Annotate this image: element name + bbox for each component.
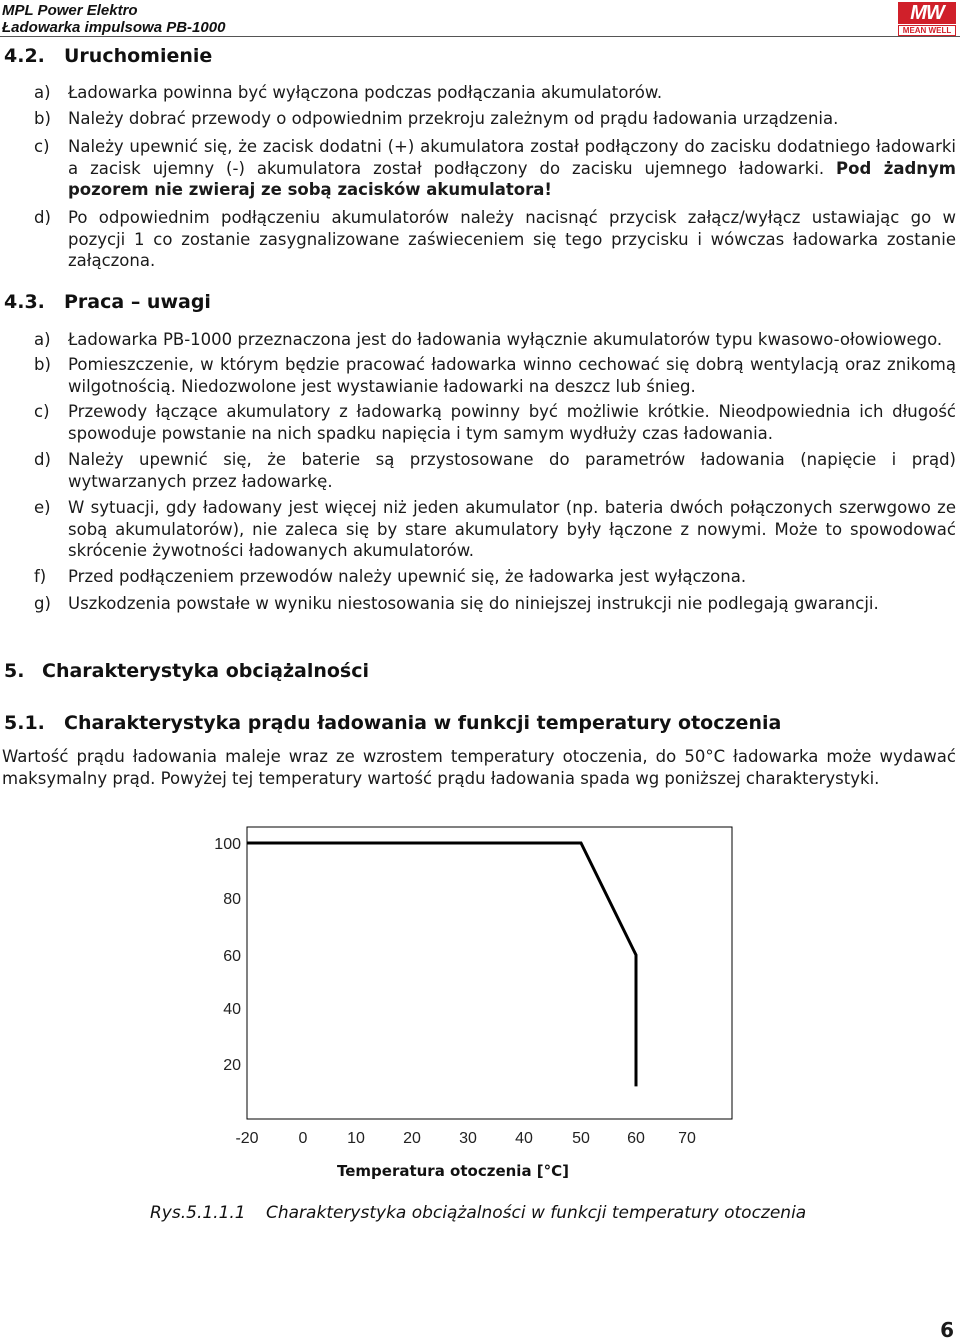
- x-tick-label: 40: [515, 1130, 533, 1147]
- plot-area: [247, 827, 732, 1119]
- section-4-3-heading: [4, 291, 211, 313]
- item-label: c): [34, 402, 50, 421]
- item-text: Ładowarka PB-1000 przeznaczona jest do ładowania wyłącznie akumulatorów typu kwasowo-ołowiowego.: [68, 330, 943, 349]
- item-text: Pomieszczenie, w którym będzie pracować ładowarka winno cechować się dobrą wentylacją oraz znikomą wilgotnością. Niedozwolone jest wystawianie ładowarki na deszcz lub śnieg.: [68, 355, 956, 396]
- section-title: Praca – uwagi: [64, 291, 211, 313]
- y-tick-label: 100: [214, 836, 241, 853]
- x-tick-label: 0: [298, 1130, 308, 1147]
- y-tick-label: 20: [223, 1057, 241, 1074]
- item-text: Przewody łączące akumulatory z ładowarką powinny być możliwie krótkie. Nieodpowiednia ich długość spowoduje powstanie na nich spadku napięcia i tym samym wydłuży czas ładowania.: [68, 402, 956, 443]
- item-label: b): [34, 109, 51, 128]
- company-name: MPL Power Elektro: [2, 2, 138, 19]
- x-axis-label: Temperatura otoczenia [°C]: [336, 1162, 570, 1180]
- item-text: Należy dobrać przewody o odpowiednim przekroju zależnym od prądu ładowania urządzenia.: [68, 109, 839, 128]
- section-5-heading: [4, 660, 369, 682]
- page-header: [0, 0, 960, 40]
- y-tick-label: 40: [223, 1001, 241, 1018]
- item-text: W sytuacji, gdy ładowany jest więcej niż jeden akumulator (np. bateria dwóch połączonych szerwgowo ze sobą akumulatorów), nie zaleca się by stare akumulatory były łączone z nowymi. Może to spowodować skrócenie żywotności ładowanych akumulatorów.: [68, 498, 956, 560]
- y-tick-label: 60: [223, 948, 241, 965]
- figure-caption-label: Rys.5.1.1.1: [150, 1203, 246, 1223]
- list-item: [34, 593, 956, 615]
- item-label: d): [34, 208, 51, 227]
- section-number: 5.1.: [4, 712, 45, 734]
- list-item: [34, 497, 956, 562]
- item-text: Należy upewnić się, że baterie są przystosowane do parametrów ładowania (napięcie i prąd) wytwarzanych przez ładowarkę.: [68, 450, 956, 491]
- mean-well-logo: [898, 2, 956, 36]
- item-text: Przed podłączeniem przewodów należy upewnić się, że ładowarka jest wyłączona.: [68, 567, 747, 586]
- y-tick-label: 80: [223, 891, 241, 908]
- section-title: Charakterystyka prądu ładowania w funkcji temperatury otoczenia: [64, 712, 782, 734]
- x-tick-label: 20: [403, 1130, 421, 1147]
- product-name: Ładowarka impulsowa PB-1000: [2, 19, 226, 36]
- item-text-block: [68, 136, 956, 201]
- x-tick-label: 30: [459, 1130, 477, 1147]
- logo-mark: MW: [898, 2, 956, 24]
- section-title: Uruchomienie: [64, 45, 213, 67]
- item-text: Należy upewnić się, że zacisk dodatni (+) akumulatora został podłączony do zacisku dodatniego ładowarki a zacisk ujemny (-) akumulatora został podłączony do zacisku ujemnego ładowarki.: [68, 137, 956, 178]
- warning-text: Pod żadnym pozorem nie zwieraj ze sobą zacisków akumulatora!: [68, 158, 956, 199]
- header-divider: [0, 36, 960, 37]
- item-label: g): [34, 594, 51, 613]
- item-label: d): [34, 450, 51, 469]
- section-4-2-heading: [4, 45, 212, 67]
- list-item: [34, 136, 956, 201]
- list-item: [34, 207, 956, 272]
- item-label: e): [34, 498, 51, 517]
- item-text: Uszkodzenia powstałe w wyniku niestosowania się do niniejszej instrukcji nie podlegają gwarancji.: [68, 594, 879, 613]
- item-label: a): [34, 83, 51, 102]
- item-label: f): [34, 567, 47, 586]
- x-tick-label: -20: [235, 1130, 259, 1147]
- x-tick-label: 10: [347, 1130, 365, 1147]
- x-tick-label: 50: [572, 1130, 590, 1147]
- list-item: [34, 449, 956, 492]
- load-curve: [247, 843, 636, 1086]
- list-item: [34, 108, 956, 130]
- figure-caption-text: Charakterystyka obciążalności w funkcji temperatury otoczenia: [266, 1203, 807, 1223]
- section-number: 4.3.: [4, 291, 45, 313]
- list-item: [34, 354, 956, 397]
- list-item: [34, 401, 956, 444]
- section-number: 4.2.: [4, 45, 45, 67]
- load-chart: [0, 800, 960, 1200]
- item-label: b): [34, 355, 51, 374]
- item-label: a): [34, 330, 51, 349]
- page-number: 6: [940, 1318, 954, 1342]
- item-text: Ładowarka powinna być wyłączona podczas podłączania akumulatorów.: [68, 83, 663, 102]
- section-5-1-heading: [4, 712, 781, 734]
- list-item: [34, 566, 956, 588]
- x-tick-label: 60: [627, 1130, 645, 1147]
- section-paragraph: Wartość prądu ładowania maleje wraz ze wzrostem temperatury otoczenia, do 50°C ładowarka może wydawać maksymalny prąd. Powyżej tej temperatury wartość prądu ładowania spada wg poniższej charakterystyki.: [2, 747, 956, 788]
- section-number: 5.: [4, 660, 25, 682]
- chart-svg: [0, 800, 960, 1200]
- list-item: [34, 82, 956, 104]
- logo-text: MEAN WELL: [898, 25, 956, 36]
- x-tick-label: 70: [678, 1130, 696, 1147]
- section-title: Charakterystyka obciążalności: [42, 660, 369, 682]
- list-item: [34, 329, 956, 351]
- item-label: c): [34, 137, 50, 156]
- item-text: Po odpowiednim podłączeniu akumulatorów należy nacisnąć przycisk załącz/wyłącz ustawiając go w pozycji 1 co zostanie zasygnalizowane zaświeceniem się tego przycisku i wówczas ładowarka zostanie załączona.: [68, 208, 956, 270]
